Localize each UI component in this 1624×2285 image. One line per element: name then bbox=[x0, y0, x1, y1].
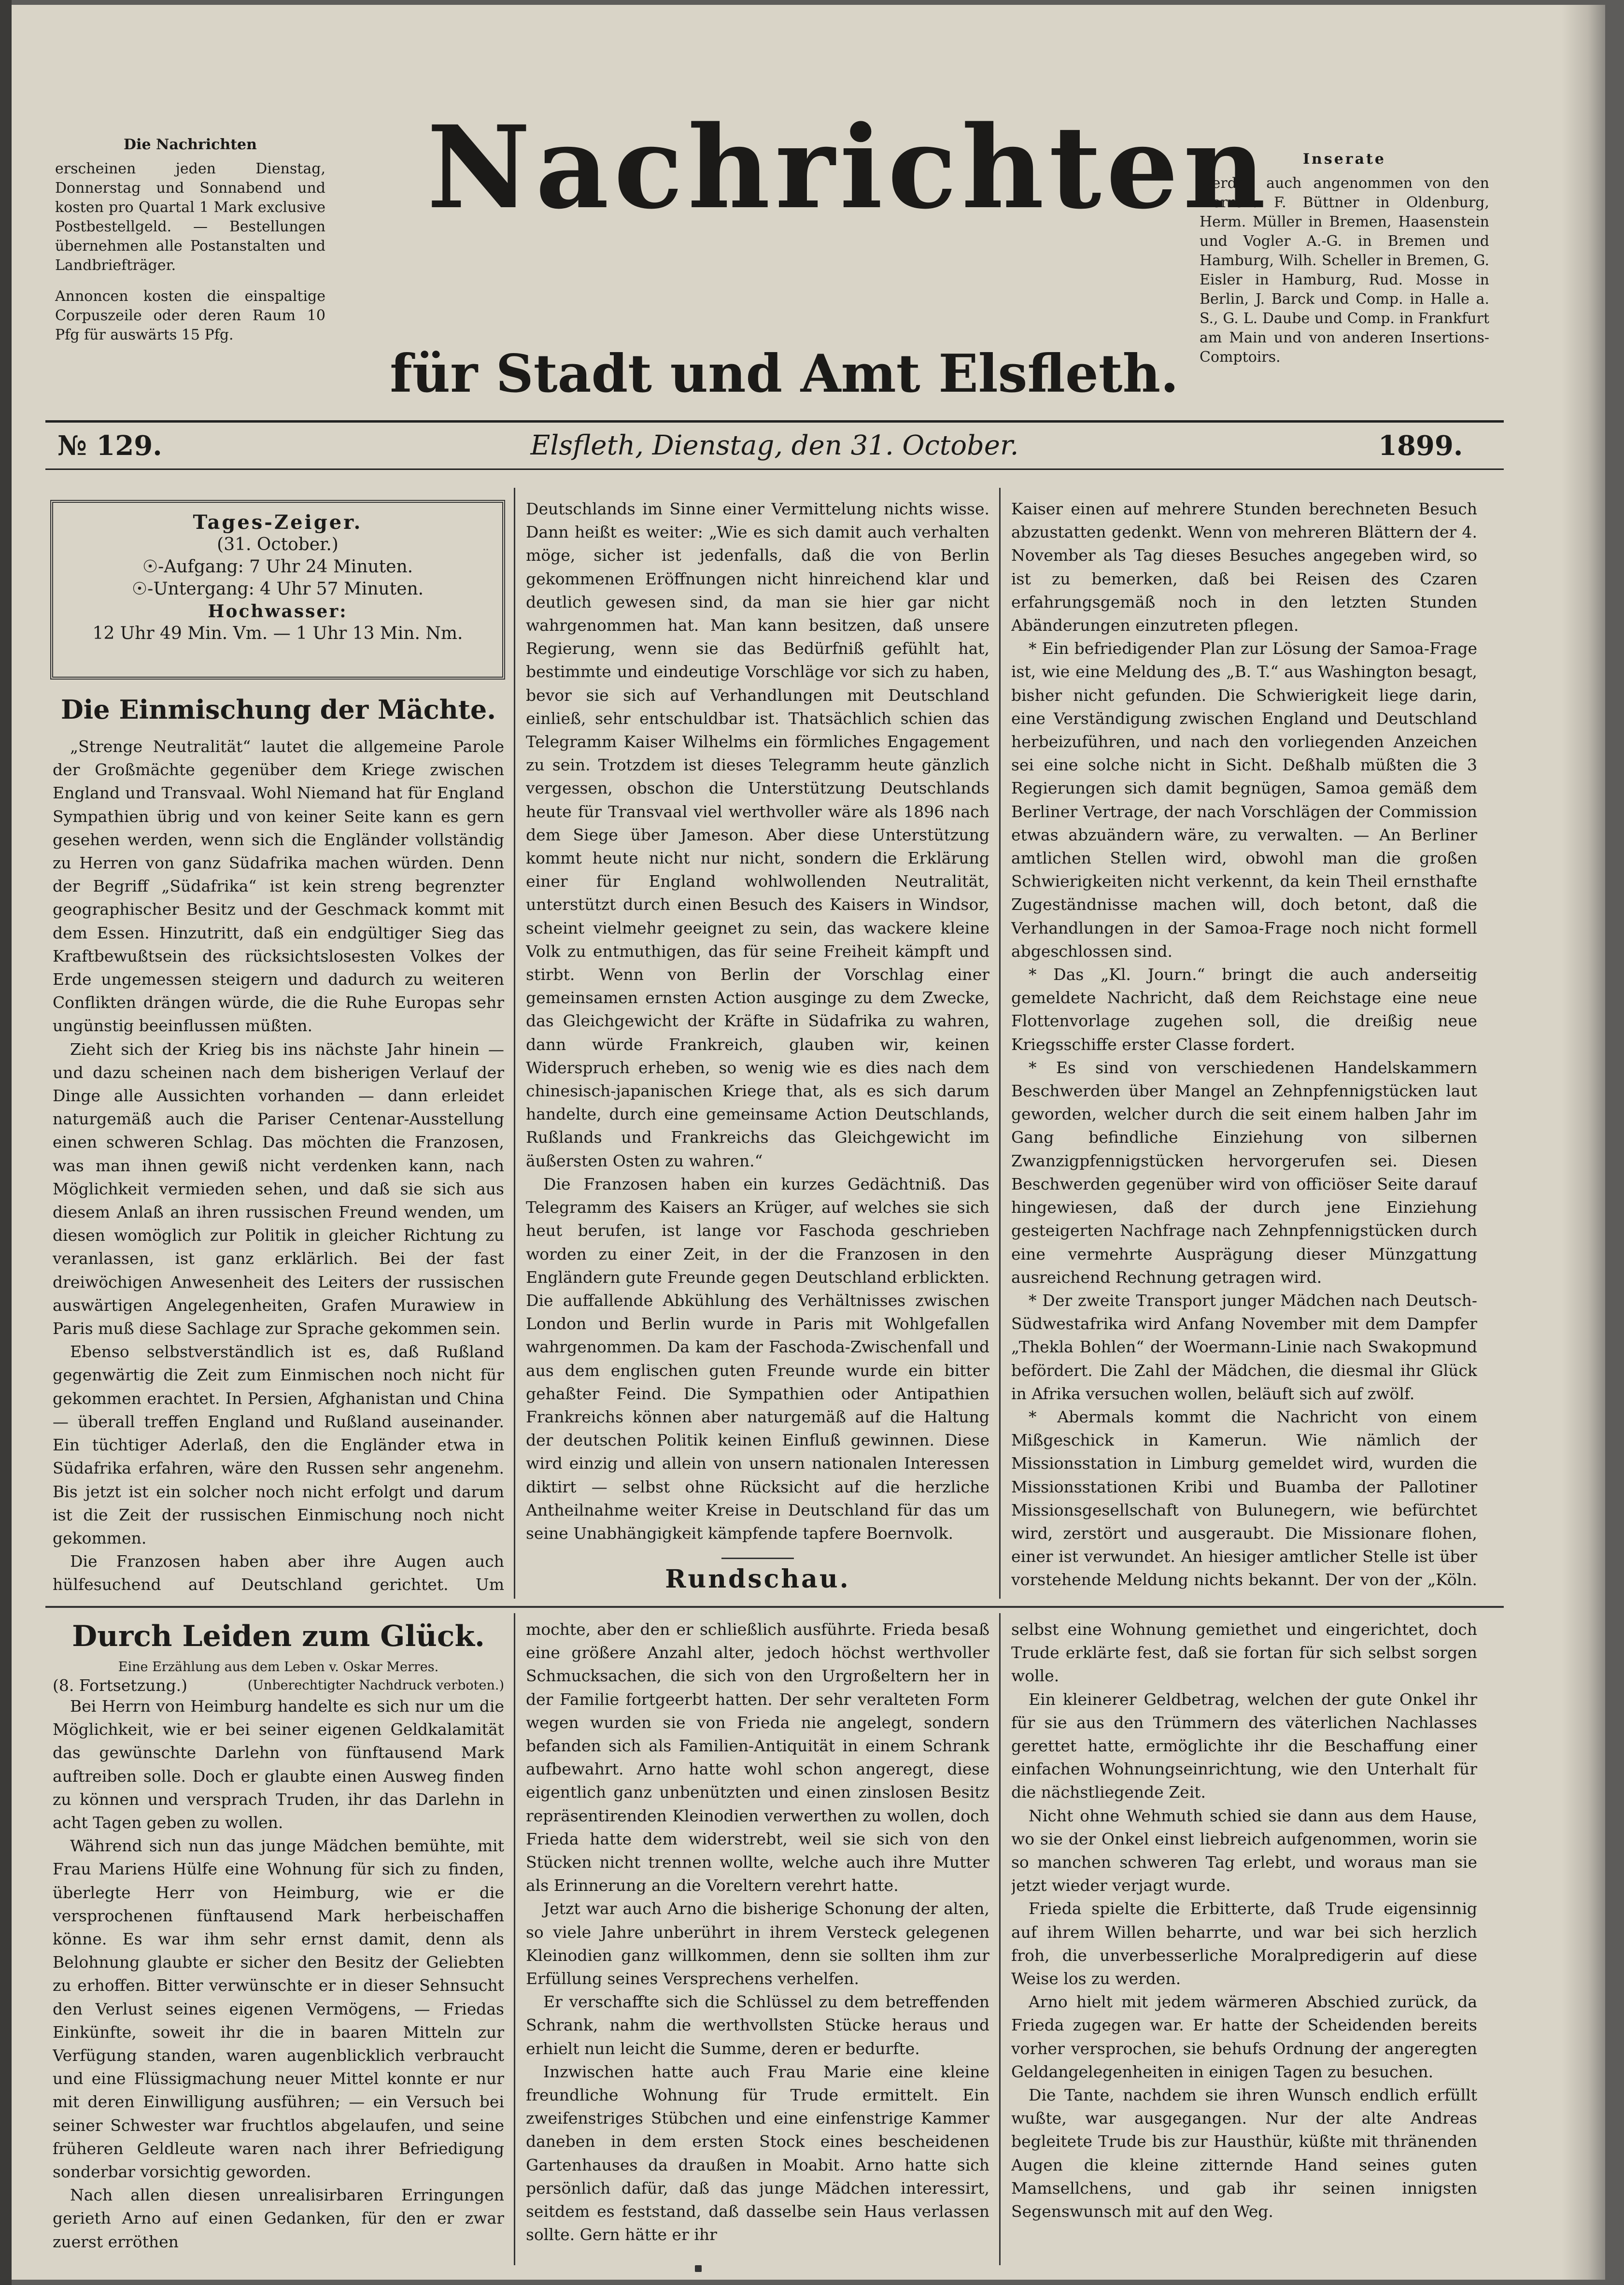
issue-year: 1899. bbox=[1378, 430, 1463, 462]
tide-times: 12 Uhr 49 Min. Vm. — 1 Uhr 13 Min. Nm. bbox=[92, 624, 463, 643]
inserate-heading: Inserate bbox=[1302, 151, 1386, 168]
news-item: * Abermals kommt die Nachricht von einem Mißgeschick in Kamerun. Wie nämlich der Missionsstation in Limburg gemeldet wird, wurden die Missionsstationen Kribi und Buamba der Pallotiner Missionsgesellschaft von Bulunegern, wie befürchtet wird, zerstört und ausgeraubt. Die Missionare flohen, einer ist verwundet. An hiesiger amtlicher Stelle ist über vorstehende Meldung nichts bekannt. Der von der „Köln. bbox=[1011, 1407, 1477, 1590]
issue-number: № 129. bbox=[57, 430, 162, 462]
feuilleton-column-3 bbox=[1011, 1618, 1477, 2263]
paragraph: Die Franzosen haben ein kurzes Gedächtniß. Das Telegramm des Kaisers an Krüger, auf welches sie sich heut berufen, ist lange vor Faschoda geschrieben worden zu einer Zeit, in der die Franzosen in den Engländern gute Freunde gegen Deutschland erblickten. Die auffallende Abkühlung des Verhältnisses zwischen London und Berlin wurde in Paris mit Wohlgefallen wahrgenommen. Da kam der Faschoda-Zwischenfall und aus dem englischen guten Freunde wurde ein bitter gehaßter Feind. Die Sympathien oder Antipathien Frankreichs können aber naturgemäß auf die Haltung der deutschen Politik keinen Einfluß gewinnen. Diese wird einzig und allein von unsern nationalen Interessen diktirt — selbst ohne Rücksicht auf die herzliche Antheilnahme weiter Kreise in Deutschland für das um seine Unabhängigkeit kämpfende tapfere Boernvolk. bbox=[526, 1174, 989, 1543]
news-item: * Das „Kl. Journ.“ bringt die auch anderseitig gemeldete Nachricht, daß dem Reichstage eine neue Flottenvorlage zugehen soll, die dreißig neue Kriegsschiffe erster Classe fordert. bbox=[1011, 965, 1477, 1054]
installment-label: (8. Fortsetzung.) bbox=[53, 1676, 187, 1695]
paragraph: Nicht ohne Wehmuth schied sie dann aus dem Hause, wo sie der Onkel einst liebreich aufgenommen, worin sie so manchen schweren Tag erlebt, und woraus man sie jetzt wieder verjagt wurde. bbox=[1011, 1806, 1477, 1895]
article-einmischung bbox=[53, 686, 504, 1594]
page-mark bbox=[695, 2265, 702, 2272]
notice-heading: Die Nachrichten bbox=[124, 136, 257, 153]
masthead-subtitle: für Stadt und Amt Elsfleth. bbox=[390, 343, 1179, 404]
tages-zeiger-date: (31. October.) bbox=[217, 535, 339, 554]
news-column bbox=[1011, 497, 1477, 1594]
feuilleton-title: Durch Leiden zum Glück. bbox=[72, 1619, 485, 1653]
article-continuation bbox=[526, 497, 989, 1594]
paragraph: Er verschaffte sich die Schlüssel zu dem betreffenden Schrank, nahm die werthvollsten Stücke heraus und erhielt nun leicht die Summe, deren er bedurfte. bbox=[526, 1992, 989, 2058]
feuilleton-rule bbox=[45, 1606, 1504, 1608]
feuilleton-byline: Eine Erzählung aus dem Leben v. Oskar Merres. bbox=[118, 1660, 439, 1675]
paragraph: Während sich nun das junge Mädchen bemühte, mit Frau Mariens Hülfe eine Wohnung für sich zu finden, überlegte Herr von Heimburg, wie er die versprochenen fünftausend Mark herbeischaffen könne. Es war ihm sehr ernst damit, denn als Belohnung glaubte er sicher den Besitz der Geliebten zu erhoffen. Bitter verwünschte er in dieser Sehnsucht den Verlust seines eigenen Vermögens, — Friedas Einkünfte, soweit ihr die in baaren Mitteln zur Verfügung standen, waren augenblicklich verbraucht und eine Flüssigmachung neuer Mittel konnte er nur mit deren Einwilligung ausführen; — ein Versuch bei seiner Schwester war fruchtlos abgelaufen, und seine früheren Geldleute waren nach ihrer Befriedigung sonderbar vorsichtig geworden. bbox=[53, 1836, 504, 2182]
paragraph: Zieht sich der Krieg bis ins nächste Jahr hinein — und dazu scheinen nach dem bisherigen Verlauf der Dinge alle Aussichten vorhanden — dann erleidet naturgemäß auch die Pariser Centenar-Ausstellung einen schweren Schlag. Das möchten die Franzosen, was man ihnen gewiß nicht verdenken kann, nach Möglichkeit vermieden sehen, und daß sie sich aus diesem Anlaß an ihren russischen Freund wenden, um diesen womöglich zur Politik in gleicher Richtung zu veranlassen, ist ganz erklärlich. Bei der fast dreiwöchigen Anwesenheit des Leiters der russischen auswärtigen Angelegenheiten, Grafen Murawiew in Paris muß diese Sachlage zur Sprache gekommen sein. bbox=[53, 1039, 504, 1338]
notice-body: erscheinen jeden Dienstag, Donnerstag und Sonnabend und kosten pro Quartal 1 Mark exclusive Postbestellgeld. — Bestellungen übernehmen alle Postanstalten und Landbriefträger. bbox=[55, 160, 325, 274]
paragraph: Arno hielt mit jedem wärmeren Abschied zurück, da Frieda zugegen war. Er hatte der Scheidenden bereits vorher versprochen, sie behufs Ordnung der angeregten Geldangelegenheiten in einigen Tagen zu besuchen. bbox=[1011, 1992, 1477, 2081]
subscription-notice bbox=[55, 135, 325, 350]
paragraph: Deutschlands im Sinne einer Vermittelung nichts wisse. Dann heißt es weiter: „Wie es sich damit auch verhalten möge, sicher ist jedenfalls, daß die von Berlin gekommenen Eröffnungen nicht hinreichend klar und deutlich gewesen sind, da man sie hier gar nicht wahrgenommen hat. Man kann besitzen, daß unsere Regierung, wenn sie das Bedürfniß gefühlt hat, bestimmte und eindeutige Vorschläge vor sich zu haben, bevor sie sich auf Verhandlungen mit Deutschland einließ, sehr entschuldbar ist. Thatsächlich schien das Telegramm Kaiser Wilhelms ein förmliches Engagement zu sein. Trotzdem ist dieses Telegramm heute gänzlich vergessen, obschon die Unterstützung Deutschlands heute für Transvaal viel werthvoller wäre als 1896 nach dem Siege über Jameson. Aber diese Unterstützung kommt heute nicht nur nicht, sondern die Erklärung einer für England wohlwollenden Neutralität, unterstützt durch einen Besuch des Kaisers in Windsor, scheint vielmehr geeignet zu sein, das wackere kleine Volk zu entmuthigen, das für seine Freiheit kämpft und stirbt. Wenn von Berlin der Vorschlag einer gemeinsamen ernsten Action ausginge zu dem Zwecke, das Gleichgewicht der Kräfte in Südafrika zu wahren, dann würde Frankreich, glauben wir, keinen Widerspruch erheben, so wenig wie es dies nach dem chinesisch-japanischen Kriege that, als es sich darum handelte, durch eine gemeinsame Action Deutschlands, Rußlands und Frankreichs das Gleichgewicht im äußersten Osten zu wahren.“ bbox=[526, 499, 989, 1170]
inserate-notice bbox=[1200, 150, 1489, 372]
dateline-top-rule bbox=[45, 420, 1504, 423]
paragraph: „Strenge Neutralität“ lautet die allgemeine Parole der Großmächte gegenüber dem Kriege zwischen England und Transvaal. Wohl Niemand hat für England Sympathien übrig und von keiner Seite kann es gern gesehen werden, wenn sich die Engländer vollständig zu Herren von ganz Südafrika machen würden. Denn der Begriff „Südafrika“ ist kein streng begrenzter geographischer Besitz und der Geschmack kommt mit dem Essen. Hinzutritt, daß ein endgültiger Sieg das Kraftbewußtsein des rücksichtslosesten Volkes der Erde ungemessen steigern und dadurch zu weiteren Conflikten drängen würde, die die Ruhe Europas sehr ungünstig beeinflussen müßten. bbox=[53, 737, 504, 1036]
ad-price-notice: Annoncen kosten die einspaltige Corpuszeile oder deren Raum 10 Pfg für auswärts 15 Pfg. bbox=[55, 288, 325, 343]
masthead-title: Nachrichten bbox=[427, 101, 1271, 234]
column-rule-3 bbox=[514, 1613, 515, 2265]
sunrise-time: ☉-Aufgang: 7 Uhr 24 Minuten. bbox=[142, 557, 413, 577]
paragraph: Kaiser einen auf mehrere Stunden berechneten Besuch abzustatten gedenkt. Wenn von mehreren Blättern der 4. November als Tag dieses Besuches angegeben wird, so ist zu bemerken, daß bei Reisen des Czaren erfahrungsgemäß noch in den letzten Stunden Abänderungen einzutreten pflegen. bbox=[1011, 499, 1477, 635]
tages-zeiger-title: Tages-Zeiger. bbox=[193, 511, 363, 534]
section-divider bbox=[721, 1558, 794, 1559]
page-edge bbox=[1562, 5, 1605, 2280]
paragraph: Frieda spielte die Erbitterte, daß Trude eigensinnig auf ihrem Willen beharrte, und war bei sich herzlich froh, die unverbesserliche Moralpredigerin auf diese Weise los zu werden. bbox=[1011, 1899, 1477, 1988]
tide-label: Hochwasser: bbox=[208, 601, 348, 622]
column-rule-4 bbox=[999, 1613, 1001, 2265]
scanner-fold bbox=[0, 0, 12, 2285]
news-item: * Der zweite Transport junger Mädchen nach Deutsch-Südwestafrika wird Anfang November mit dem Dampfer „Thekla Bohlen“ der Woermann-Linie nach Swakopmund befördert. Die Zahl der Mädchen, die diesmal ihr Glück in Afrika versuchen wollen, beläuft sich auf zwölf. bbox=[1011, 1291, 1477, 1403]
column-rule-2 bbox=[999, 488, 1001, 1599]
paragraph: mochte, aber den er schließlich ausführte. Frieda besaß eine größere Anzahl alter, jedoch höchst werthvoller Schmucksachen, die sich von den Urgroßeltern her in der Familie fortgeerbt hatten. Der sehr veralteten Form wegen wurden sie von Frieda nie angelegt, sondern befanden sich als Familien-Antiquität in einem Schrank aufbewahrt. Arno hatte wohl schon angeregt, diese eigentlich ganz unbenützten und einen zinslosen Besitz repräsentirenden Kleinodien verwerthen zu wollen, doch Frieda hatte dem widerstrebt, weil sie sich von den Stücken nicht trennen wollte, welche auch ihre Mutter als Erinnerung an die Voreltern verehrt hatte. bbox=[526, 1620, 989, 1895]
paragraph: Die Tante, nachdem sie ihren Wunsch endlich erfüllt wußte, war ausgegangen. Nur der alte Andreas begleitete Trude bis zur Hausthür, küßte mit thränenden Augen die kleine zitternde Hand seines guten Mamsellchens, und gab ihr seinen innigsten Segenswunsch mit auf den Weg. bbox=[1011, 2086, 1477, 2221]
paragraph: Ebenso selbstverständlich ist es, daß Rußland gegenwärtig die Zeit zum Einmischen noch nicht für gekommen erachtet. In Persien, Afghanistan und China — überall treffen England und Rußland auseinander. Ein tüchtiger Aderlaß, den die Engländer etwa in Südafrika erfahren, wäre den Russen sehr angenehm. Bis jetzt ist ein solcher noch nicht erfolgt und darum ist die Zeit der russischen Einmischung noch nicht gekommen. bbox=[53, 1342, 504, 1547]
paragraph: Ein kleinerer Geldbetrag, welchen der gute Onkel ihr für sie aus den Trümmern des väterlichen Nachlasses gerettet hatte, ermöglichte ihr die Beschaffung einer einfachen Wohnungseinrichtung, wie den Unterhalt für die nächstliegende Zeit. bbox=[1011, 1689, 1477, 1802]
paragraph: selbst eine Wohnung gemiethet und eingerichtet, doch Trude erklärte fest, daß sie fortan für sich selbst sorgen wolle. bbox=[1011, 1620, 1477, 1686]
column-rule-1 bbox=[514, 488, 515, 1599]
paragraph: Die Franzosen haben aber ihre Augen auch hülfesuchend auf Deutschland gerichtet. Um bbox=[53, 1552, 504, 1594]
inserate-body: werden auch angenommen von den Herren: F. Büttner in Oldenburg, Herm. Müller in Bremen, Haasenstein und Vogler A.-G. in Bremen und Hamburg, Wilh. Scheller in Bremen, G. Eisler in Hamburg, Rud. Mosse in Berlin, J. Barck und Comp. in Halle a. S., G. L. Daube und Comp. in Frankfurt am Main und von anderen Insertions-Comptoirs. bbox=[1200, 175, 1489, 366]
rights-notice: (Unberechtigter Nachdruck verboten.) bbox=[247, 1678, 504, 1693]
news-item: * Ein befriedigender Plan zur Lösung der Samoa-Frage ist, wie eine Meldung des „B. T.“ aus Washington besagt, bisher nicht gefunden. Die Schwierigkeit liege darin, eine Verständigung zwischen England und Deutschland herbeizuführen, und nach den vorliegenden Anzeichen sei eine solche nicht in Sicht. Deßhalb müßten die 3 Regierungen sich damit begnügen, Samoa gemäß dem Berliner Vertrage, der nach Vorschlägen der Commission etwas abzuändern wäre, zu verwalten. — An Berliner amtlichen Stellen wird, obwohl man die großen Schwierigkeiten nicht verkennt, da kein Theil ernsthafte Zugeständnisse machen will, doch betont, daß die Verhandlungen in der Samoa-Frage noch nicht formell abgeschlossen sind. bbox=[1011, 639, 1477, 961]
paragraph: Nach allen diesen unrealisirbaren Erringungen gerieth Arno auf einen Gedanken, für den er zwar zuerst erröthen bbox=[53, 2186, 504, 2251]
newspaper-page bbox=[12, 5, 1605, 2280]
dateline-bottom-rule bbox=[45, 468, 1504, 470]
paragraph: Bei Herrn von Heimburg handelte es sich nur um die Möglichkeit, wie er bei seiner eigenen Geldkalamität das gewünschte Darlehn von fünftausend Mark auftreiben solle. Doch er glaubte einen Ausweg finden zu können und versprach Truden, ihr das Darlehn in acht Tagen geben zu wollen. bbox=[53, 1697, 504, 1832]
article-headline: Die Einmischung der Mächte. bbox=[60, 694, 496, 725]
feuilleton-meta bbox=[53, 1676, 504, 1695]
tages-zeiger-box bbox=[50, 500, 505, 680]
paragraph: Inzwischen hatte auch Frau Marie eine kleine freundliche Wohnung für Trude ermittelt. Ein zweifenstriges Stübchen und eine einfenstrige Kammer daneben in dem ersten Stock eines bescheidenen Gartenhauses da draußen in Moabit. Arno hatte sich persönlich dafür, daß das junge Mädchen interessirt, seitdem es feststand, daß dasselbe sein Haus verlassen sollte. Gern hätte er ihr bbox=[526, 2062, 989, 2244]
sunset-time: ☉-Untergang: 4 Uhr 57 Minuten. bbox=[131, 579, 424, 599]
feuilleton-column-1 bbox=[53, 1616, 504, 2263]
news-item: * Es sind von verschiedenen Handelskammern Beschwerden über Mangel an Zehnpfennigstücken laut geworden, welcher durch die seit einem halben Jahr im Gang befindliche Einziehung von silbernen Zwanzigpfennigstücken hervorgerufen sei. Diesen Beschwerden gegenüber wird von officiöser Seite darauf hingewiesen, daß der durch jene Einziehung gesteigerten Nachfrage nach Zehnpfennigstücken durch eine vermehrte Ausprägung dieser Münzgattung ausreichend Rechnung getragen wird. bbox=[1011, 1058, 1477, 1287]
place-date: Elsfleth, Dienstag, den 31. October. bbox=[530, 430, 1019, 461]
section-title-rundschau: Rundschau. bbox=[665, 1564, 850, 1594]
paragraph: Jetzt war auch Arno die bisherige Schonung der alten, so viele Jahre unberührt in ihrem Versteck gelegenen Kleinodien ganz willkommen, denn sie sollten ihm zur Erfüllung seines Versprechens verhelfen. bbox=[526, 1899, 989, 1988]
feuilleton-column-2 bbox=[526, 1618, 989, 2263]
